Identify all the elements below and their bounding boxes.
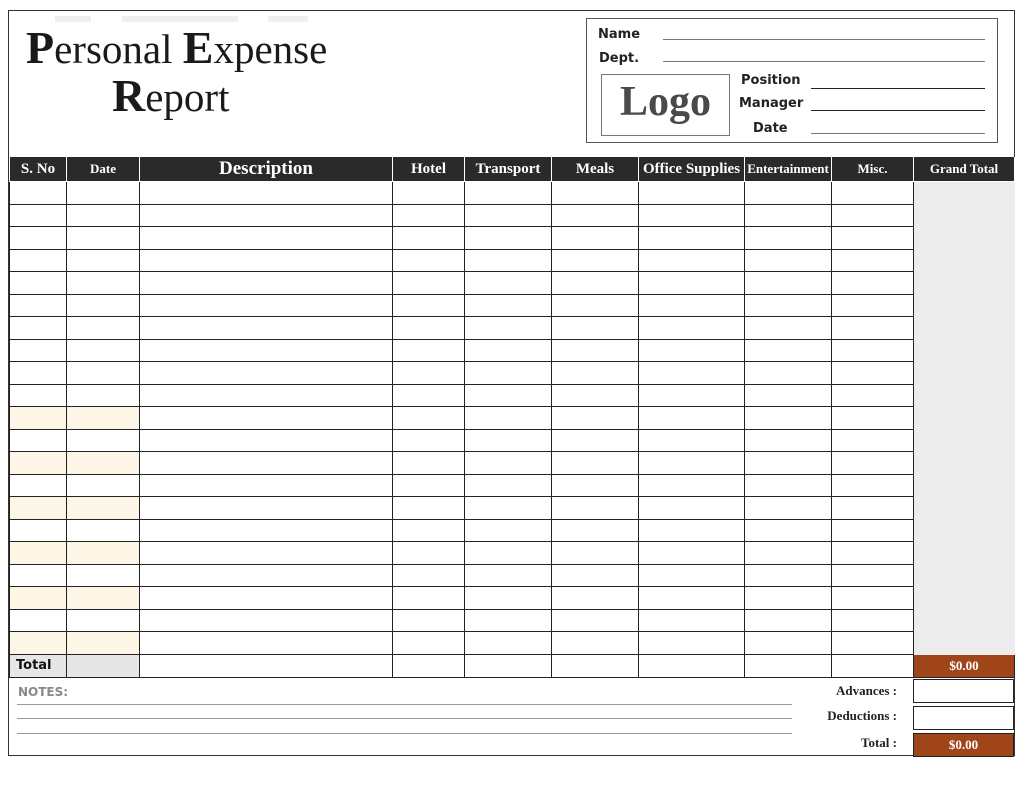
table-cell[interactable] — [140, 294, 393, 317]
table-cell[interactable] — [393, 564, 465, 587]
table-cell[interactable] — [140, 474, 393, 497]
table-cell[interactable] — [393, 497, 465, 520]
table-cell[interactable] — [67, 339, 140, 362]
column-header-description: Description — [140, 157, 393, 182]
column-header-sno: S. No — [10, 157, 67, 182]
table-cell[interactable] — [745, 362, 832, 385]
table-cell[interactable] — [10, 362, 67, 385]
table-cell — [914, 519, 1015, 542]
table-cell[interactable] — [393, 384, 465, 407]
table-cell[interactable] — [67, 362, 140, 385]
table-cell[interactable] — [832, 317, 914, 340]
table-cell[interactable] — [10, 384, 67, 407]
notes-label: NOTES: — [18, 685, 69, 699]
table-cell[interactable] — [67, 587, 140, 610]
grand-total-amount: $0.00 — [914, 654, 1015, 677]
total-cell — [832, 654, 914, 677]
table-cell[interactable] — [639, 272, 745, 295]
table-cell[interactable] — [639, 362, 745, 385]
manager-label: Manager — [739, 96, 804, 111]
table-row — [10, 587, 1015, 610]
table-row — [10, 429, 1015, 452]
table-cell — [914, 272, 1015, 295]
table-row — [10, 249, 1015, 272]
table-cell[interactable] — [465, 317, 552, 340]
table-cell[interactable] — [745, 384, 832, 407]
table-cell[interactable] — [552, 227, 639, 250]
table-cell[interactable] — [465, 407, 552, 430]
table-cell[interactable] — [552, 249, 639, 272]
table-cell — [914, 407, 1015, 430]
table-cell[interactable] — [832, 542, 914, 565]
table-cell[interactable] — [140, 182, 393, 205]
table-cell[interactable] — [552, 519, 639, 542]
table-cell[interactable] — [393, 452, 465, 475]
table-cell[interactable] — [393, 587, 465, 610]
table-cell[interactable] — [639, 587, 745, 610]
table-cell — [914, 474, 1015, 497]
table-cell[interactable] — [393, 632, 465, 655]
table-cell[interactable] — [832, 294, 914, 317]
table-cell[interactable] — [465, 564, 552, 587]
table-cell[interactable] — [552, 474, 639, 497]
table-cell[interactable] — [140, 564, 393, 587]
table-cell[interactable] — [552, 182, 639, 205]
table-cell[interactable] — [140, 497, 393, 520]
table-cell[interactable] — [552, 339, 639, 362]
table-cell[interactable] — [140, 452, 393, 475]
table-row — [10, 407, 1015, 430]
table-cell[interactable] — [140, 609, 393, 632]
notes-line[interactable] — [17, 718, 792, 719]
table-cell[interactable] — [10, 564, 67, 587]
column-header-entertainment: Entertainment — [745, 157, 832, 182]
table-cell[interactable] — [67, 272, 140, 295]
table-cell[interactable] — [745, 317, 832, 340]
logo-placeholder — [601, 74, 730, 136]
table-row — [10, 632, 1015, 655]
table-cell — [914, 362, 1015, 385]
notes-line[interactable] — [17, 733, 792, 734]
table-header-row — [10, 157, 1015, 182]
total-cell — [393, 654, 465, 677]
table-cell[interactable] — [745, 407, 832, 430]
table-cell[interactable] — [745, 609, 832, 632]
table-cell[interactable] — [465, 429, 552, 452]
table-cell[interactable] — [552, 362, 639, 385]
table-cell[interactable] — [465, 632, 552, 655]
table-cell[interactable] — [393, 429, 465, 452]
table-cell[interactable] — [67, 407, 140, 430]
total-cell — [465, 654, 552, 677]
table-cell — [914, 227, 1015, 250]
table-cell[interactable] — [140, 542, 393, 565]
table-cell[interactable] — [10, 294, 67, 317]
table-cell[interactable] — [832, 632, 914, 655]
dept-label: Dept. — [599, 51, 640, 66]
table-cell[interactable] — [10, 452, 67, 475]
table-cell[interactable] — [745, 272, 832, 295]
table-cell[interactable] — [552, 587, 639, 610]
table-cell — [914, 182, 1015, 205]
table-cell[interactable] — [552, 497, 639, 520]
table-cell[interactable] — [639, 609, 745, 632]
column-header-office-supplies: Office Supplies — [639, 157, 745, 182]
table-cell[interactable] — [832, 452, 914, 475]
table-cell[interactable] — [465, 204, 552, 227]
table-cell[interactable] — [140, 429, 393, 452]
table-row — [10, 384, 1015, 407]
table-cell[interactable] — [639, 407, 745, 430]
table-row — [10, 317, 1015, 340]
table-cell[interactable] — [639, 204, 745, 227]
table-cell[interactable] — [832, 204, 914, 227]
table-cell[interactable] — [639, 474, 745, 497]
table-cell[interactable] — [745, 519, 832, 542]
table-cell[interactable] — [465, 519, 552, 542]
table-cell[interactable] — [10, 497, 67, 520]
table-cell[interactable] — [639, 384, 745, 407]
table-cell[interactable] — [639, 249, 745, 272]
table-cell[interactable] — [552, 609, 639, 632]
table-cell[interactable] — [465, 609, 552, 632]
table-cell[interactable] — [140, 519, 393, 542]
position-label: Position — [741, 73, 801, 88]
table-cell[interactable] — [10, 407, 67, 430]
table-row — [10, 272, 1015, 295]
table-cell[interactable] — [832, 272, 914, 295]
table-cell[interactable] — [393, 272, 465, 295]
table-cell[interactable] — [393, 227, 465, 250]
table-cell[interactable] — [10, 182, 67, 205]
table-cell[interactable] — [552, 204, 639, 227]
table-row — [10, 294, 1015, 317]
table-cell[interactable] — [832, 564, 914, 587]
table-cell[interactable] — [67, 609, 140, 632]
table-cell[interactable] — [10, 632, 67, 655]
table-cell[interactable] — [67, 204, 140, 227]
table-cell[interactable] — [10, 429, 67, 452]
name-label: Name — [598, 27, 641, 42]
date-field[interactable] — [811, 133, 985, 134]
table-cell[interactable] — [465, 452, 552, 475]
table-row — [10, 497, 1015, 520]
table-cell[interactable] — [832, 587, 914, 610]
total-cell — [552, 654, 639, 677]
net-total-label: Total : — [861, 735, 897, 750]
table-cell[interactable] — [10, 272, 67, 295]
table-cell[interactable] — [67, 452, 140, 475]
table-cell — [914, 452, 1015, 475]
table-cell[interactable] — [140, 587, 393, 610]
table-cell[interactable] — [67, 542, 140, 565]
table-cell[interactable] — [552, 542, 639, 565]
table-cell[interactable] — [832, 182, 914, 205]
title-text: xpense — [213, 26, 328, 72]
table-cell[interactable] — [465, 384, 552, 407]
notes-line[interactable] — [17, 704, 792, 705]
table-cell[interactable] — [67, 384, 140, 407]
position-field[interactable] — [811, 88, 985, 89]
table-cell[interactable] — [639, 227, 745, 250]
column-header-grand-total: Grand Total — [914, 157, 1015, 182]
table-cell[interactable] — [745, 474, 832, 497]
column-header-date: Date — [67, 157, 140, 182]
table-cell[interactable] — [745, 587, 832, 610]
table-cell[interactable] — [10, 519, 67, 542]
table-cell[interactable] — [639, 317, 745, 340]
table-cell[interactable] — [10, 317, 67, 340]
table-cell[interactable] — [465, 227, 552, 250]
table-cell[interactable] — [552, 317, 639, 340]
table-cell[interactable] — [393, 204, 465, 227]
table-cell[interactable] — [67, 632, 140, 655]
table-cell[interactable] — [745, 632, 832, 655]
manager-field[interactable] — [811, 110, 985, 111]
table-cell[interactable] — [393, 294, 465, 317]
table-row — [10, 339, 1015, 362]
advances-label: Advances : — [835, 683, 897, 698]
table-cell[interactable] — [465, 587, 552, 610]
table-cell[interactable] — [393, 182, 465, 205]
table-cell[interactable] — [393, 474, 465, 497]
table-row — [10, 519, 1015, 542]
table-row — [10, 452, 1015, 475]
table-cell — [914, 204, 1015, 227]
table-cell[interactable] — [639, 497, 745, 520]
table-cell[interactable] — [465, 497, 552, 520]
table-cell[interactable] — [10, 339, 67, 362]
table-cell — [914, 384, 1015, 407]
table-cell[interactable] — [832, 227, 914, 250]
table-cell[interactable] — [552, 272, 639, 295]
table-cell[interactable] — [465, 542, 552, 565]
table-cell[interactable] — [832, 519, 914, 542]
table-cell[interactable] — [67, 249, 140, 272]
column-header-hotel: Hotel — [393, 157, 465, 182]
employee-info-box — [586, 18, 998, 143]
table-cell[interactable] — [745, 204, 832, 227]
table-cell[interactable] — [552, 407, 639, 430]
tab-strip — [122, 16, 238, 22]
table-cell[interactable] — [10, 587, 67, 610]
table-cell[interactable] — [832, 497, 914, 520]
table-cell[interactable] — [67, 227, 140, 250]
table-cell[interactable] — [67, 317, 140, 340]
table-cell[interactable] — [140, 317, 393, 340]
table-cell[interactable] — [465, 362, 552, 385]
table-row — [10, 474, 1015, 497]
deductions-field[interactable] — [913, 706, 1014, 730]
table-cell — [914, 339, 1015, 362]
table-cell — [914, 632, 1015, 655]
total-cell — [140, 654, 393, 677]
table-cell[interactable] — [745, 429, 832, 452]
table-cell[interactable] — [639, 294, 745, 317]
deductions-label: Deductions : — [827, 708, 897, 723]
table-cell[interactable] — [552, 384, 639, 407]
table-cell[interactable] — [552, 564, 639, 587]
table-cell[interactable] — [67, 182, 140, 205]
title-text: ersonal — [54, 26, 183, 72]
table-cell[interactable] — [10, 249, 67, 272]
table-row — [10, 564, 1015, 587]
table-cell[interactable] — [745, 564, 832, 587]
dept-field[interactable] — [663, 61, 985, 62]
table-cell[interactable] — [10, 609, 67, 632]
table-cell[interactable] — [393, 542, 465, 565]
table-row — [10, 204, 1015, 227]
table-cell — [914, 609, 1015, 632]
table-cell[interactable] — [393, 362, 465, 385]
table-cell[interactable] — [745, 227, 832, 250]
table-cell[interactable] — [10, 227, 67, 250]
date-label: Date — [753, 121, 788, 136]
table-cell[interactable] — [639, 542, 745, 565]
table-cell[interactable] — [639, 429, 745, 452]
table-cell[interactable] — [393, 249, 465, 272]
table-cell[interactable] — [639, 564, 745, 587]
tab-strip — [55, 16, 91, 22]
table-cell[interactable] — [140, 632, 393, 655]
total-label: Total — [10, 654, 67, 677]
table-cell[interactable] — [832, 339, 914, 362]
table-cell[interactable] — [832, 407, 914, 430]
table-cell — [914, 294, 1015, 317]
title-initial: P — [26, 22, 55, 73]
table-cell[interactable] — [393, 519, 465, 542]
name-field[interactable] — [663, 39, 985, 40]
table-cell[interactable] — [465, 474, 552, 497]
table-cell[interactable] — [140, 227, 393, 250]
table-cell[interactable] — [465, 339, 552, 362]
tab-strip — [268, 16, 308, 22]
total-row — [10, 654, 1015, 677]
table-cell[interactable] — [393, 317, 465, 340]
table-cell[interactable] — [552, 452, 639, 475]
table-cell[interactable] — [393, 609, 465, 632]
total-cell — [67, 654, 140, 677]
table-cell[interactable] — [745, 542, 832, 565]
table-row — [10, 182, 1015, 205]
table-cell[interactable] — [639, 182, 745, 205]
table-cell[interactable] — [639, 339, 745, 362]
table-cell[interactable] — [745, 452, 832, 475]
table-cell[interactable] — [140, 384, 393, 407]
table-cell[interactable] — [67, 519, 140, 542]
table-cell[interactable] — [832, 609, 914, 632]
table-cell — [914, 497, 1015, 520]
column-header-misc: Misc. — [832, 157, 914, 182]
table-cell[interactable] — [67, 429, 140, 452]
table-cell — [914, 542, 1015, 565]
table-cell[interactable] — [552, 429, 639, 452]
table-cell — [914, 317, 1015, 340]
table-cell — [914, 249, 1015, 272]
total-cell — [745, 654, 832, 677]
column-header-meals: Meals — [552, 157, 639, 182]
table-cell[interactable] — [10, 474, 67, 497]
column-header-transport: Transport — [465, 157, 552, 182]
table-cell[interactable] — [745, 182, 832, 205]
table-cell[interactable] — [639, 519, 745, 542]
table-cell[interactable] — [639, 452, 745, 475]
table-cell[interactable] — [745, 497, 832, 520]
title-initial: R — [112, 70, 146, 121]
table-cell[interactable] — [832, 429, 914, 452]
table-cell[interactable] — [10, 204, 67, 227]
table-cell[interactable] — [140, 272, 393, 295]
table-cell[interactable] — [140, 204, 393, 227]
table-cell[interactable] — [140, 249, 393, 272]
table-cell — [914, 587, 1015, 610]
logo-text: Logo — [619, 79, 711, 125]
net-total-amount: $0.00 — [913, 733, 1014, 757]
table-cell[interactable] — [832, 474, 914, 497]
table-cell[interactable] — [639, 632, 745, 655]
table-cell[interactable] — [832, 249, 914, 272]
expense-table — [9, 157, 1015, 678]
table-cell[interactable] — [67, 474, 140, 497]
table-cell[interactable] — [465, 294, 552, 317]
table-cell[interactable] — [393, 407, 465, 430]
table-cell — [914, 429, 1015, 452]
table-cell[interactable] — [745, 249, 832, 272]
table-cell[interactable] — [465, 182, 552, 205]
table-row — [10, 227, 1015, 250]
table-cell[interactable] — [140, 407, 393, 430]
table-cell[interactable] — [393, 339, 465, 362]
table-row — [10, 609, 1015, 632]
total-cell — [639, 654, 745, 677]
table-cell[interactable] — [140, 362, 393, 385]
table-row — [10, 542, 1015, 565]
table-cell[interactable] — [465, 272, 552, 295]
table-cell[interactable] — [67, 497, 140, 520]
title-initial: E — [182, 22, 214, 73]
advances-field[interactable] — [913, 679, 1014, 703]
table-row — [10, 362, 1015, 385]
table-cell[interactable] — [140, 339, 393, 362]
table-cell[interactable] — [552, 632, 639, 655]
table-cell[interactable] — [745, 339, 832, 362]
table-cell — [914, 564, 1015, 587]
table-cell[interactable] — [465, 249, 552, 272]
table-cell[interactable] — [67, 294, 140, 317]
title-text: eport — [145, 74, 230, 120]
table-cell[interactable] — [832, 362, 914, 385]
table-cell[interactable] — [67, 564, 140, 587]
table-cell[interactable] — [745, 294, 832, 317]
table-cell[interactable] — [552, 294, 639, 317]
table-cell[interactable] — [10, 542, 67, 565]
table-cell[interactable] — [832, 384, 914, 407]
